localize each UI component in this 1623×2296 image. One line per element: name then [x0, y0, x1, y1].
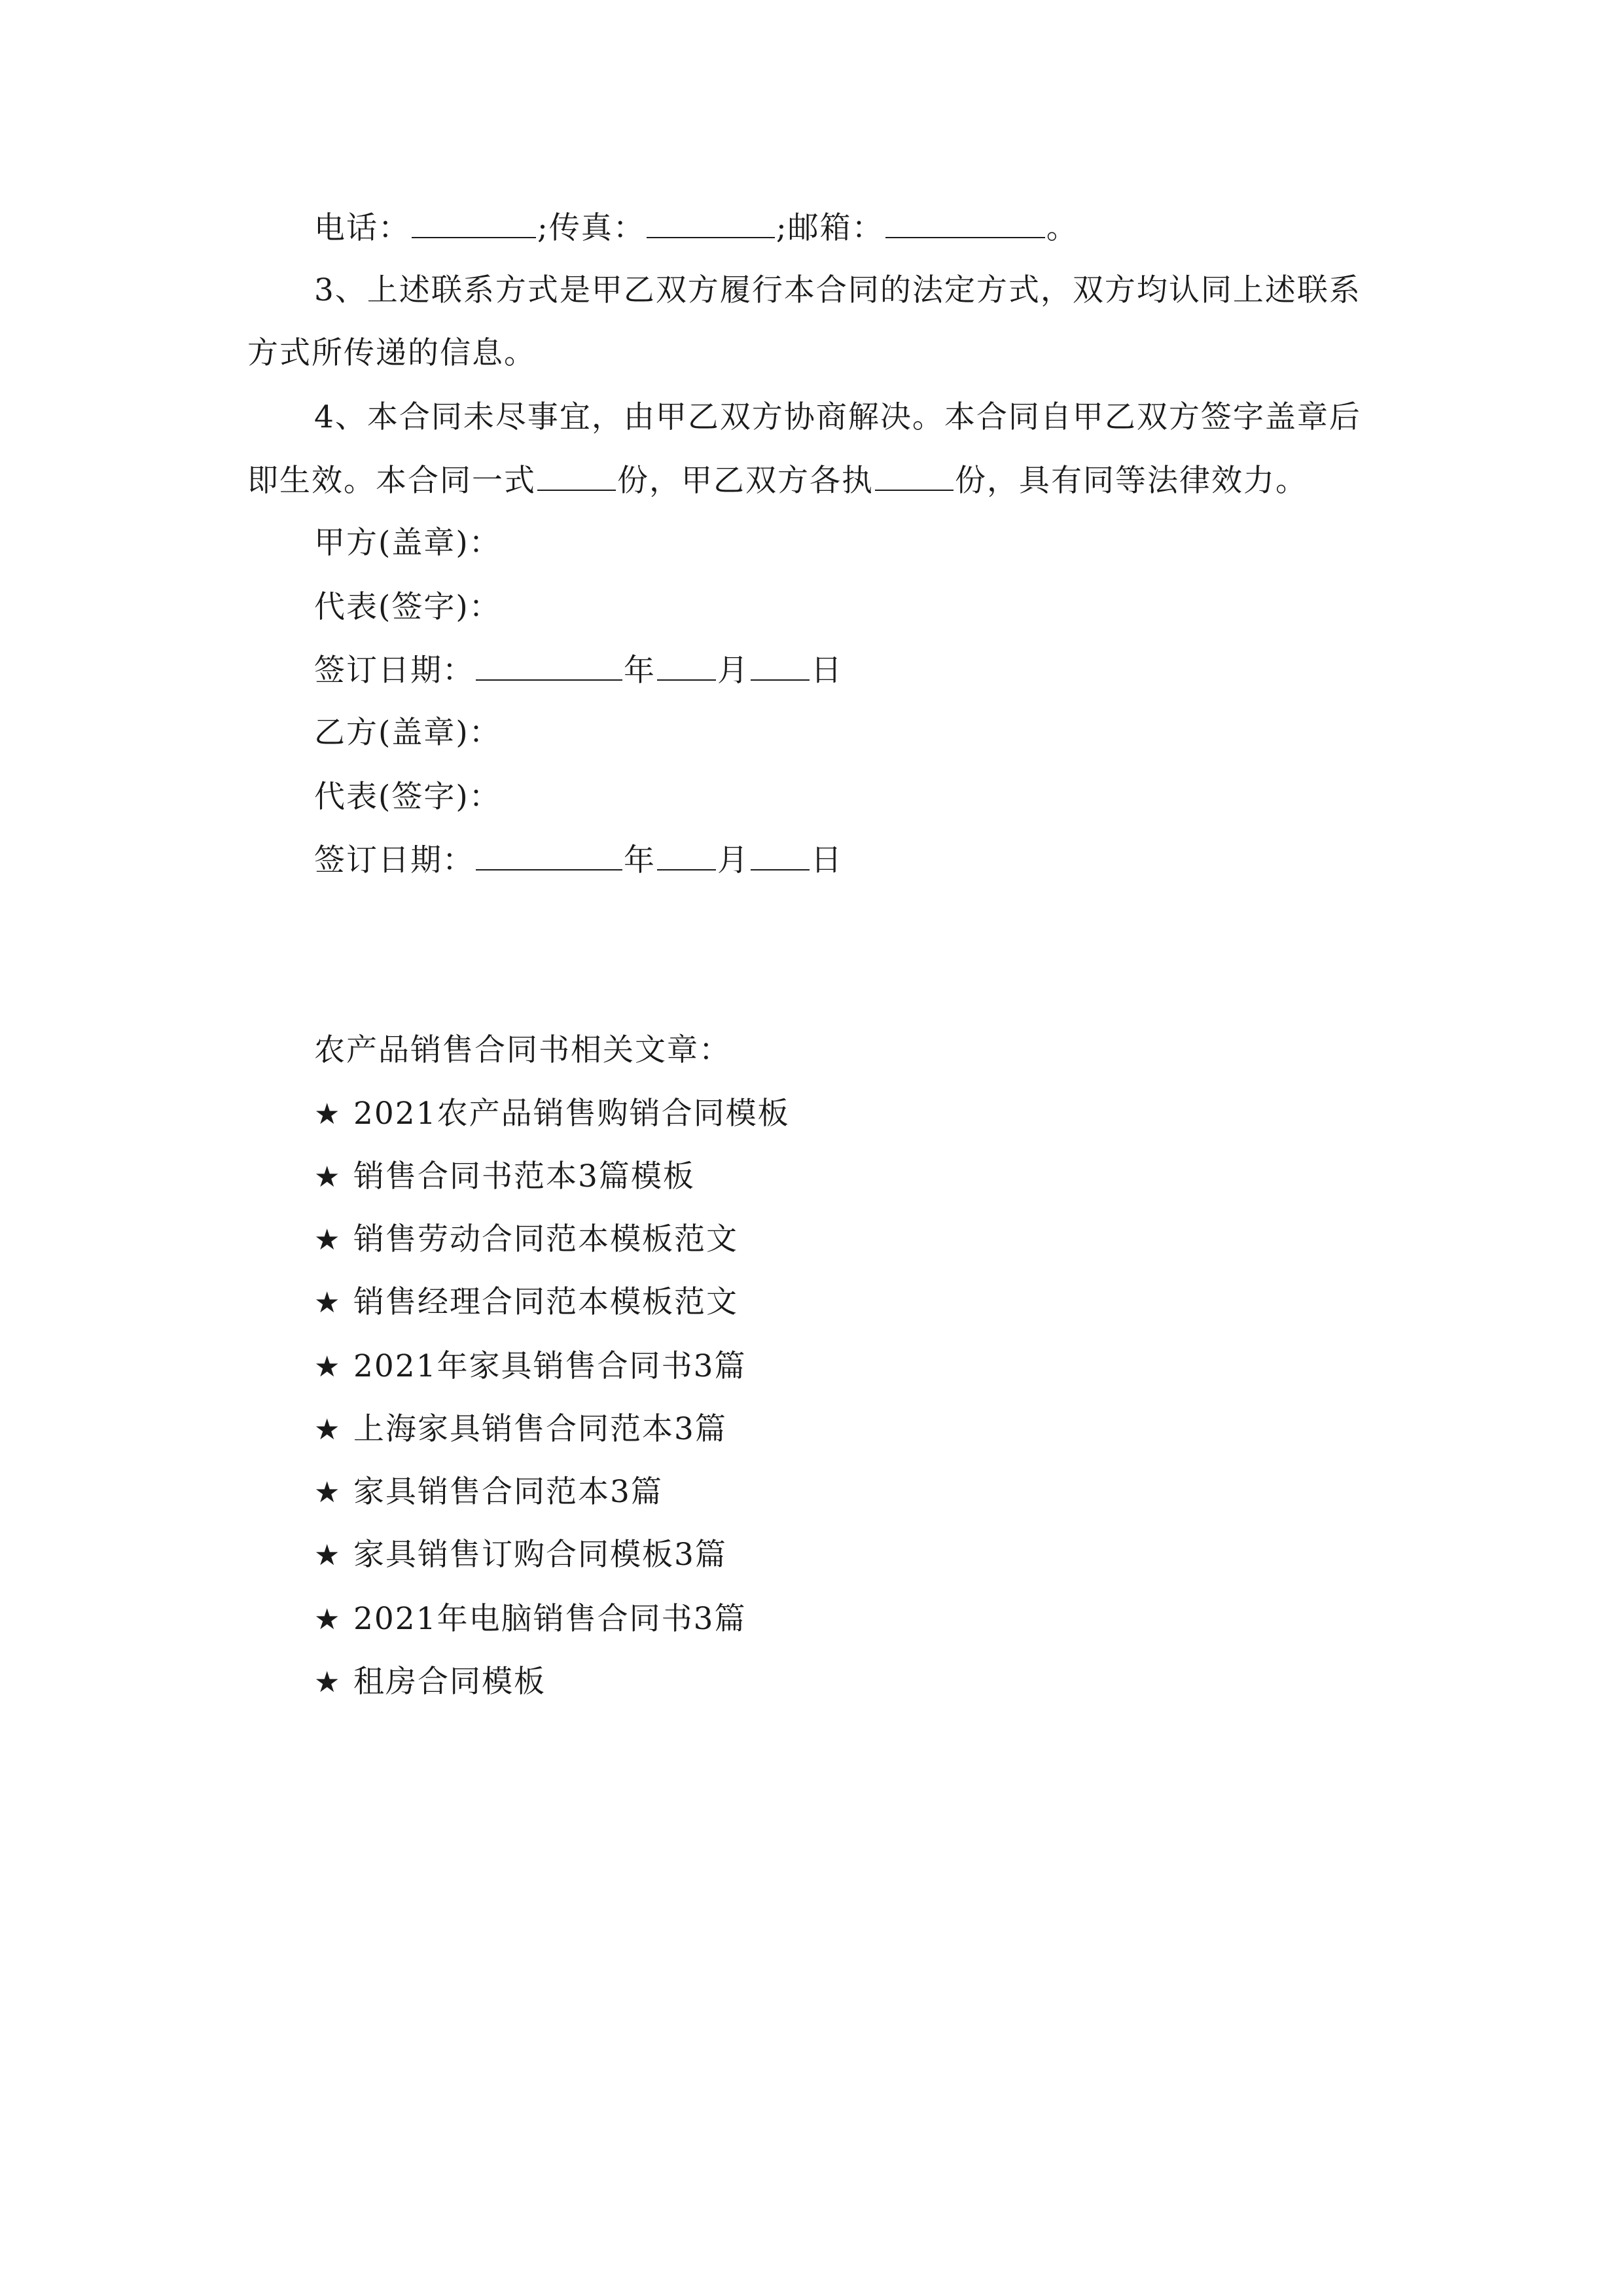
related-item[interactable] — [314, 1600, 747, 1640]
party-a-seal: 甲方(盖章)： — [314, 525, 501, 561]
related-item[interactable] — [314, 1535, 727, 1575]
related-item-label[interactable]: 2021年电脑销售合同书3篇 — [353, 1601, 747, 1637]
party-b-month-blank — [657, 840, 716, 870]
related-item[interactable] — [314, 1662, 546, 1702]
star-icon: ★ — [314, 1539, 342, 1572]
party-a-date-line — [314, 651, 843, 691]
party-a-year-label: 年 — [624, 653, 656, 689]
fax-label: ;传真： — [537, 210, 645, 246]
related-item-label[interactable]: 家具销售合同范本3篇 — [353, 1474, 663, 1510]
related-item[interactable] — [314, 1157, 695, 1197]
party-b-seal: 乙方(盖章)： — [314, 715, 501, 751]
party-b-day-blank — [751, 840, 810, 870]
email-label: ;邮箱： — [776, 210, 884, 246]
party-a-date-label: 签订日期： — [314, 653, 474, 689]
related-item-label[interactable]: 2021农产品销售购销合同模板 — [353, 1096, 790, 1132]
star-icon: ★ — [314, 1666, 342, 1699]
clause3-line2: 方式所传递的信息。 — [247, 335, 536, 371]
related-item[interactable] — [314, 1283, 738, 1323]
related-item[interactable] — [314, 1473, 663, 1513]
copies-each-blank — [875, 461, 954, 491]
related-item-label[interactable]: 2021年家具销售合同书3篇 — [353, 1348, 747, 1384]
party-a-year-blank — [476, 651, 622, 681]
star-icon: ★ — [314, 1476, 342, 1509]
star-icon: ★ — [314, 1350, 342, 1384]
star-icon: ★ — [314, 1223, 342, 1257]
clause4-text-c: 份，具有同等法律效力。 — [955, 463, 1308, 499]
related-item-label[interactable]: 租房合同模板 — [353, 1664, 546, 1700]
party-a-month-label: 月 — [717, 653, 749, 689]
related-item-label[interactable]: 销售合同书范本3篇模板 — [353, 1158, 695, 1194]
related-item-label[interactable]: 上海家具销售合同范本3篇 — [353, 1411, 727, 1447]
star-icon: ★ — [314, 1286, 342, 1319]
related-item[interactable] — [314, 1347, 747, 1387]
clause4-text-a: 即生效。本合同一式 — [247, 463, 536, 499]
copies-total-blank — [537, 461, 616, 491]
contact-end-mark: 。 — [1046, 210, 1079, 246]
related-item[interactable] — [314, 1410, 727, 1450]
party-b-day-label: 日 — [811, 842, 843, 878]
phone-label: 电话： — [314, 210, 410, 246]
clause4-line1: 4、本合同未尽事宜，由甲乙双方协商解决。本合同自甲乙双方签字盖章后 — [314, 399, 1361, 435]
phone-blank — [412, 208, 536, 238]
clause4-text-b: 份，甲乙双方各执 — [617, 463, 874, 499]
party-b-year-label: 年 — [624, 842, 656, 878]
star-icon: ★ — [314, 1098, 342, 1131]
clause4-line2 — [247, 461, 1308, 501]
related-item-label[interactable]: 销售劳动合同范本模板范文 — [353, 1221, 738, 1257]
party-b-date-label: 签订日期： — [314, 842, 474, 878]
email-blank — [885, 208, 1045, 238]
party-b-date-line — [314, 840, 843, 880]
star-icon: ★ — [314, 1603, 342, 1636]
related-item[interactable] — [314, 1220, 738, 1260]
party-b-year-blank — [476, 840, 622, 870]
fax-blank — [647, 208, 775, 238]
party-b-rep: 代表(签字)： — [314, 779, 501, 815]
party-a-day-label: 日 — [811, 653, 843, 689]
related-heading: 农产品销售合同书相关文章： — [314, 1032, 731, 1068]
party-a-rep: 代表(签字)： — [314, 589, 501, 625]
party-a-month-blank — [657, 651, 716, 681]
star-icon: ★ — [314, 1413, 342, 1446]
related-item-label[interactable]: 销售经理合同范本模板范文 — [353, 1284, 738, 1320]
contact-line — [314, 208, 1079, 248]
party-b-month-label: 月 — [717, 842, 749, 878]
related-item-label[interactable]: 家具销售订购合同模板3篇 — [353, 1537, 727, 1573]
party-a-day-blank — [751, 651, 810, 681]
related-item[interactable] — [314, 1094, 790, 1134]
clause3-line1: 3、上述联系方式是甲乙双方履行本合同的法定方式，双方均认同上述联系 — [314, 272, 1361, 308]
star-icon: ★ — [314, 1160, 342, 1194]
